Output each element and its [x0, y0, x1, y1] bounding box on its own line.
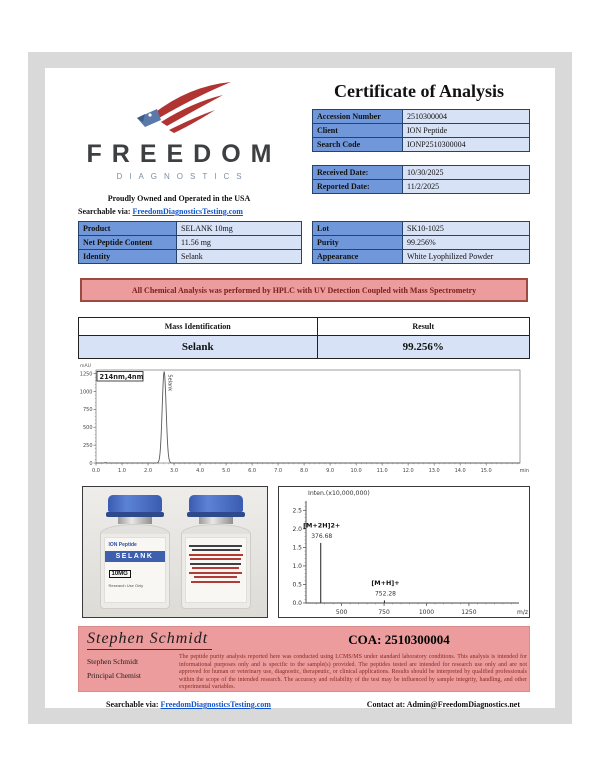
accession-table — [312, 109, 530, 152]
product-table — [78, 221, 302, 264]
row-value: 11/2/2025 — [403, 180, 529, 193]
column-header: Result — [412, 322, 435, 331]
table-row — [79, 222, 301, 236]
peak-mz-label: 376.68 — [311, 533, 333, 541]
x-tick-label: 4.0 — [196, 468, 205, 474]
vial-back-label — [185, 537, 247, 603]
usa-tagline: Proudly Owned and Operated in the USA — [107, 194, 251, 203]
x-tick-label: 8.0 — [300, 468, 309, 474]
y-tick-label: 0.0 — [292, 600, 302, 608]
x-tick-label: 3.0 — [170, 468, 179, 474]
vial-back — [178, 495, 254, 609]
y-tick-label: 0.5 — [292, 581, 302, 589]
x-tick-label: 12.0 — [402, 468, 414, 474]
x-tick-label: 10.0 — [350, 468, 362, 474]
table-row — [313, 250, 529, 263]
row-label: Reported Date: — [313, 180, 403, 193]
row-value: 2510300004 — [403, 110, 529, 123]
x-tick-label: 1250 — [461, 609, 477, 616]
page-footer — [78, 700, 530, 709]
row-label: Accession Number — [313, 110, 403, 123]
x-tick-label: 500 — [335, 609, 348, 616]
footer-search-label: Searchable via: — [106, 700, 159, 709]
row-label: Lot — [313, 222, 403, 235]
table-row — [313, 110, 529, 124]
vial-body — [181, 534, 251, 609]
x-tick-label: 750 — [378, 609, 390, 616]
search-label: Searchable via: — [78, 207, 131, 216]
y-tick-label: 0 — [89, 460, 93, 467]
x-tick-label: 11.0 — [376, 468, 388, 474]
method-banner: All Chemical Analysis was performed by HPLC with UV Detection Coupled with Mass Spectrometry — [80, 278, 528, 302]
label-text-line — [189, 572, 242, 574]
label-text-line — [192, 567, 239, 569]
x-tick-label: 14.0 — [454, 468, 466, 474]
header-search-line — [78, 207, 243, 216]
peak-mz-label: 752.28 — [374, 590, 396, 598]
x-axis-label: min — [519, 468, 529, 474]
spectrum-title: Inten.(x10,000,000) — [308, 490, 370, 497]
row-value: White Lyophilized Powder — [403, 250, 529, 263]
x-tick-label: 0.0 — [92, 468, 100, 474]
purity-result: 99.256% — [402, 341, 444, 353]
table-row — [79, 335, 529, 358]
x-tick-label: 1000 — [418, 609, 435, 616]
table-header-row — [79, 318, 529, 335]
x-tick-label: 5.0 — [222, 468, 231, 474]
row-value: IONP2510300004 — [403, 138, 529, 151]
page-title: Certificate of Analysis — [334, 81, 504, 101]
row-label: Identity — [79, 250, 177, 263]
table-row — [313, 180, 529, 193]
chemist-name: Stephen Schmidt — [87, 657, 139, 666]
row-label: Received Date: — [313, 166, 403, 179]
vial-neck — [199, 517, 233, 524]
y-tick-label: 1.0 — [292, 563, 302, 571]
mass-identification-table — [78, 317, 530, 359]
x-tick-label: 9.0 — [326, 468, 335, 474]
table-row — [313, 166, 529, 180]
row-value: 99.256% — [403, 236, 529, 249]
y-tick-label: 1.5 — [292, 544, 302, 552]
vial-shoulder — [100, 524, 170, 534]
mass-spectrum-svg — [279, 487, 529, 617]
x-tick-label: 6.0 — [248, 468, 257, 474]
y-tick-label: 2.0 — [292, 526, 302, 534]
brand-name: FREEDOM — [86, 140, 282, 168]
y-tick-label: 1250 — [79, 371, 93, 378]
y-axis-label: mAU — [80, 364, 91, 369]
row-value: SK10-1025 — [403, 222, 529, 235]
footer-search-line — [78, 700, 271, 709]
row-value: SELANK 10mg — [177, 222, 301, 235]
vial-shoulder — [181, 524, 251, 534]
disclaimer-text: The peptide purity analysis reported here was conducted using LCMS/MS under standard laboratory conditions. This analysis is intended for informational purposes only and is specific to the sample(s) provided. The peptides tested are intended for research use only and are not approved for human or veterinary use, diagnostic, therapeutic, or clinical applications. Results should be interpreted by qualified professionals within the scope of the intended research. The accuracy and reliability of the test may be influenced by sample integrity, handling, and other experimental variables. — [179, 654, 527, 691]
coa-page — [45, 68, 555, 708]
y-tick-label: 500 — [82, 425, 93, 432]
hplc-chromatogram-svg — [78, 362, 530, 478]
vial-neck — [118, 517, 152, 524]
chromatogram-trace — [96, 371, 520, 463]
row-value: ION Peptide — [403, 124, 529, 137]
table-row — [313, 222, 529, 236]
row-label: Search Code — [313, 138, 403, 151]
vial-brand: ION Peptide — [108, 542, 137, 548]
search-link[interactable]: FreedomDiagnosticsTesting.com — [132, 207, 243, 216]
vial-product-name: SELANK — [105, 551, 165, 562]
wavelength-label: 214nm,4nm — [99, 373, 144, 381]
vial-note: Research Use Only — [108, 583, 144, 588]
vial-front — [97, 495, 173, 609]
x-tick-label: 15.0 — [480, 468, 492, 474]
y-tick-label: 2.5 — [292, 507, 302, 515]
peak-label: Selank — [166, 374, 173, 392]
row-label: Client — [313, 124, 403, 137]
row-value: Selank — [177, 250, 301, 263]
lot-table — [312, 221, 530, 264]
vial-cap — [189, 495, 243, 512]
y-tick-label: 750 — [82, 407, 93, 414]
label-text-line — [192, 549, 240, 551]
product-photo — [82, 486, 268, 618]
hplc-chromatogram — [78, 362, 530, 478]
table-row — [313, 124, 529, 138]
row-label: Net Peptide Content — [79, 236, 177, 249]
brand-subtitle: DIAGNOSTICS — [116, 172, 249, 181]
y-tick-label: 1000 — [79, 389, 93, 396]
logo-block — [63, 80, 295, 181]
vial-front-label — [104, 537, 166, 603]
chemist-role: Principal Chemist — [87, 671, 141, 680]
table-row — [313, 236, 529, 250]
footer-contact: Contact at: Admin@FreedomDiagnostics.net — [366, 700, 520, 709]
label-text-line — [190, 563, 242, 565]
x-tick-label: 7.0 — [274, 468, 283, 474]
signature-script: Stephen Schmidt — [87, 630, 212, 650]
label-text-line — [189, 545, 242, 547]
vial-strength: 10MG — [109, 570, 131, 578]
analyte-name: Selank — [79, 336, 318, 358]
label-text-line — [190, 558, 240, 560]
signature-block — [78, 626, 530, 692]
y-tick-label: 250 — [82, 442, 93, 449]
x-tick-label: 2.0 — [144, 468, 153, 474]
table-row — [79, 250, 301, 263]
x-tick-label: 1.0 — [118, 468, 126, 474]
peak-ion-label: [M+2H]2+ — [303, 521, 341, 530]
label-text-line — [191, 581, 240, 583]
vial-cap — [108, 495, 162, 512]
x-tick-label: 13.0 — [428, 468, 440, 474]
document-frame — [28, 52, 572, 724]
coa-number: COA: 2510300004 — [348, 632, 450, 647]
row-value: 10/30/2025 — [403, 166, 529, 179]
row-label: Purity — [313, 236, 403, 249]
label-text-line — [189, 554, 243, 556]
peak-ion-label: [M+H]+ — [371, 578, 400, 587]
row-label: Appearance — [313, 250, 403, 263]
label-text-line — [194, 576, 237, 578]
eagle-wing-icon — [119, 80, 239, 138]
table-row — [79, 236, 301, 250]
vial-body — [100, 534, 170, 609]
footer-search-link[interactable]: FreedomDiagnosticsTesting.com — [160, 700, 271, 709]
table-row — [313, 138, 529, 151]
row-value: 11.56 mg — [177, 236, 301, 249]
dates-table — [312, 165, 530, 194]
row-label: Product — [79, 222, 177, 235]
x-axis-label: m/z — [516, 609, 528, 616]
column-header: Mass Identification — [79, 318, 318, 335]
mass-spectrum — [278, 486, 530, 618]
